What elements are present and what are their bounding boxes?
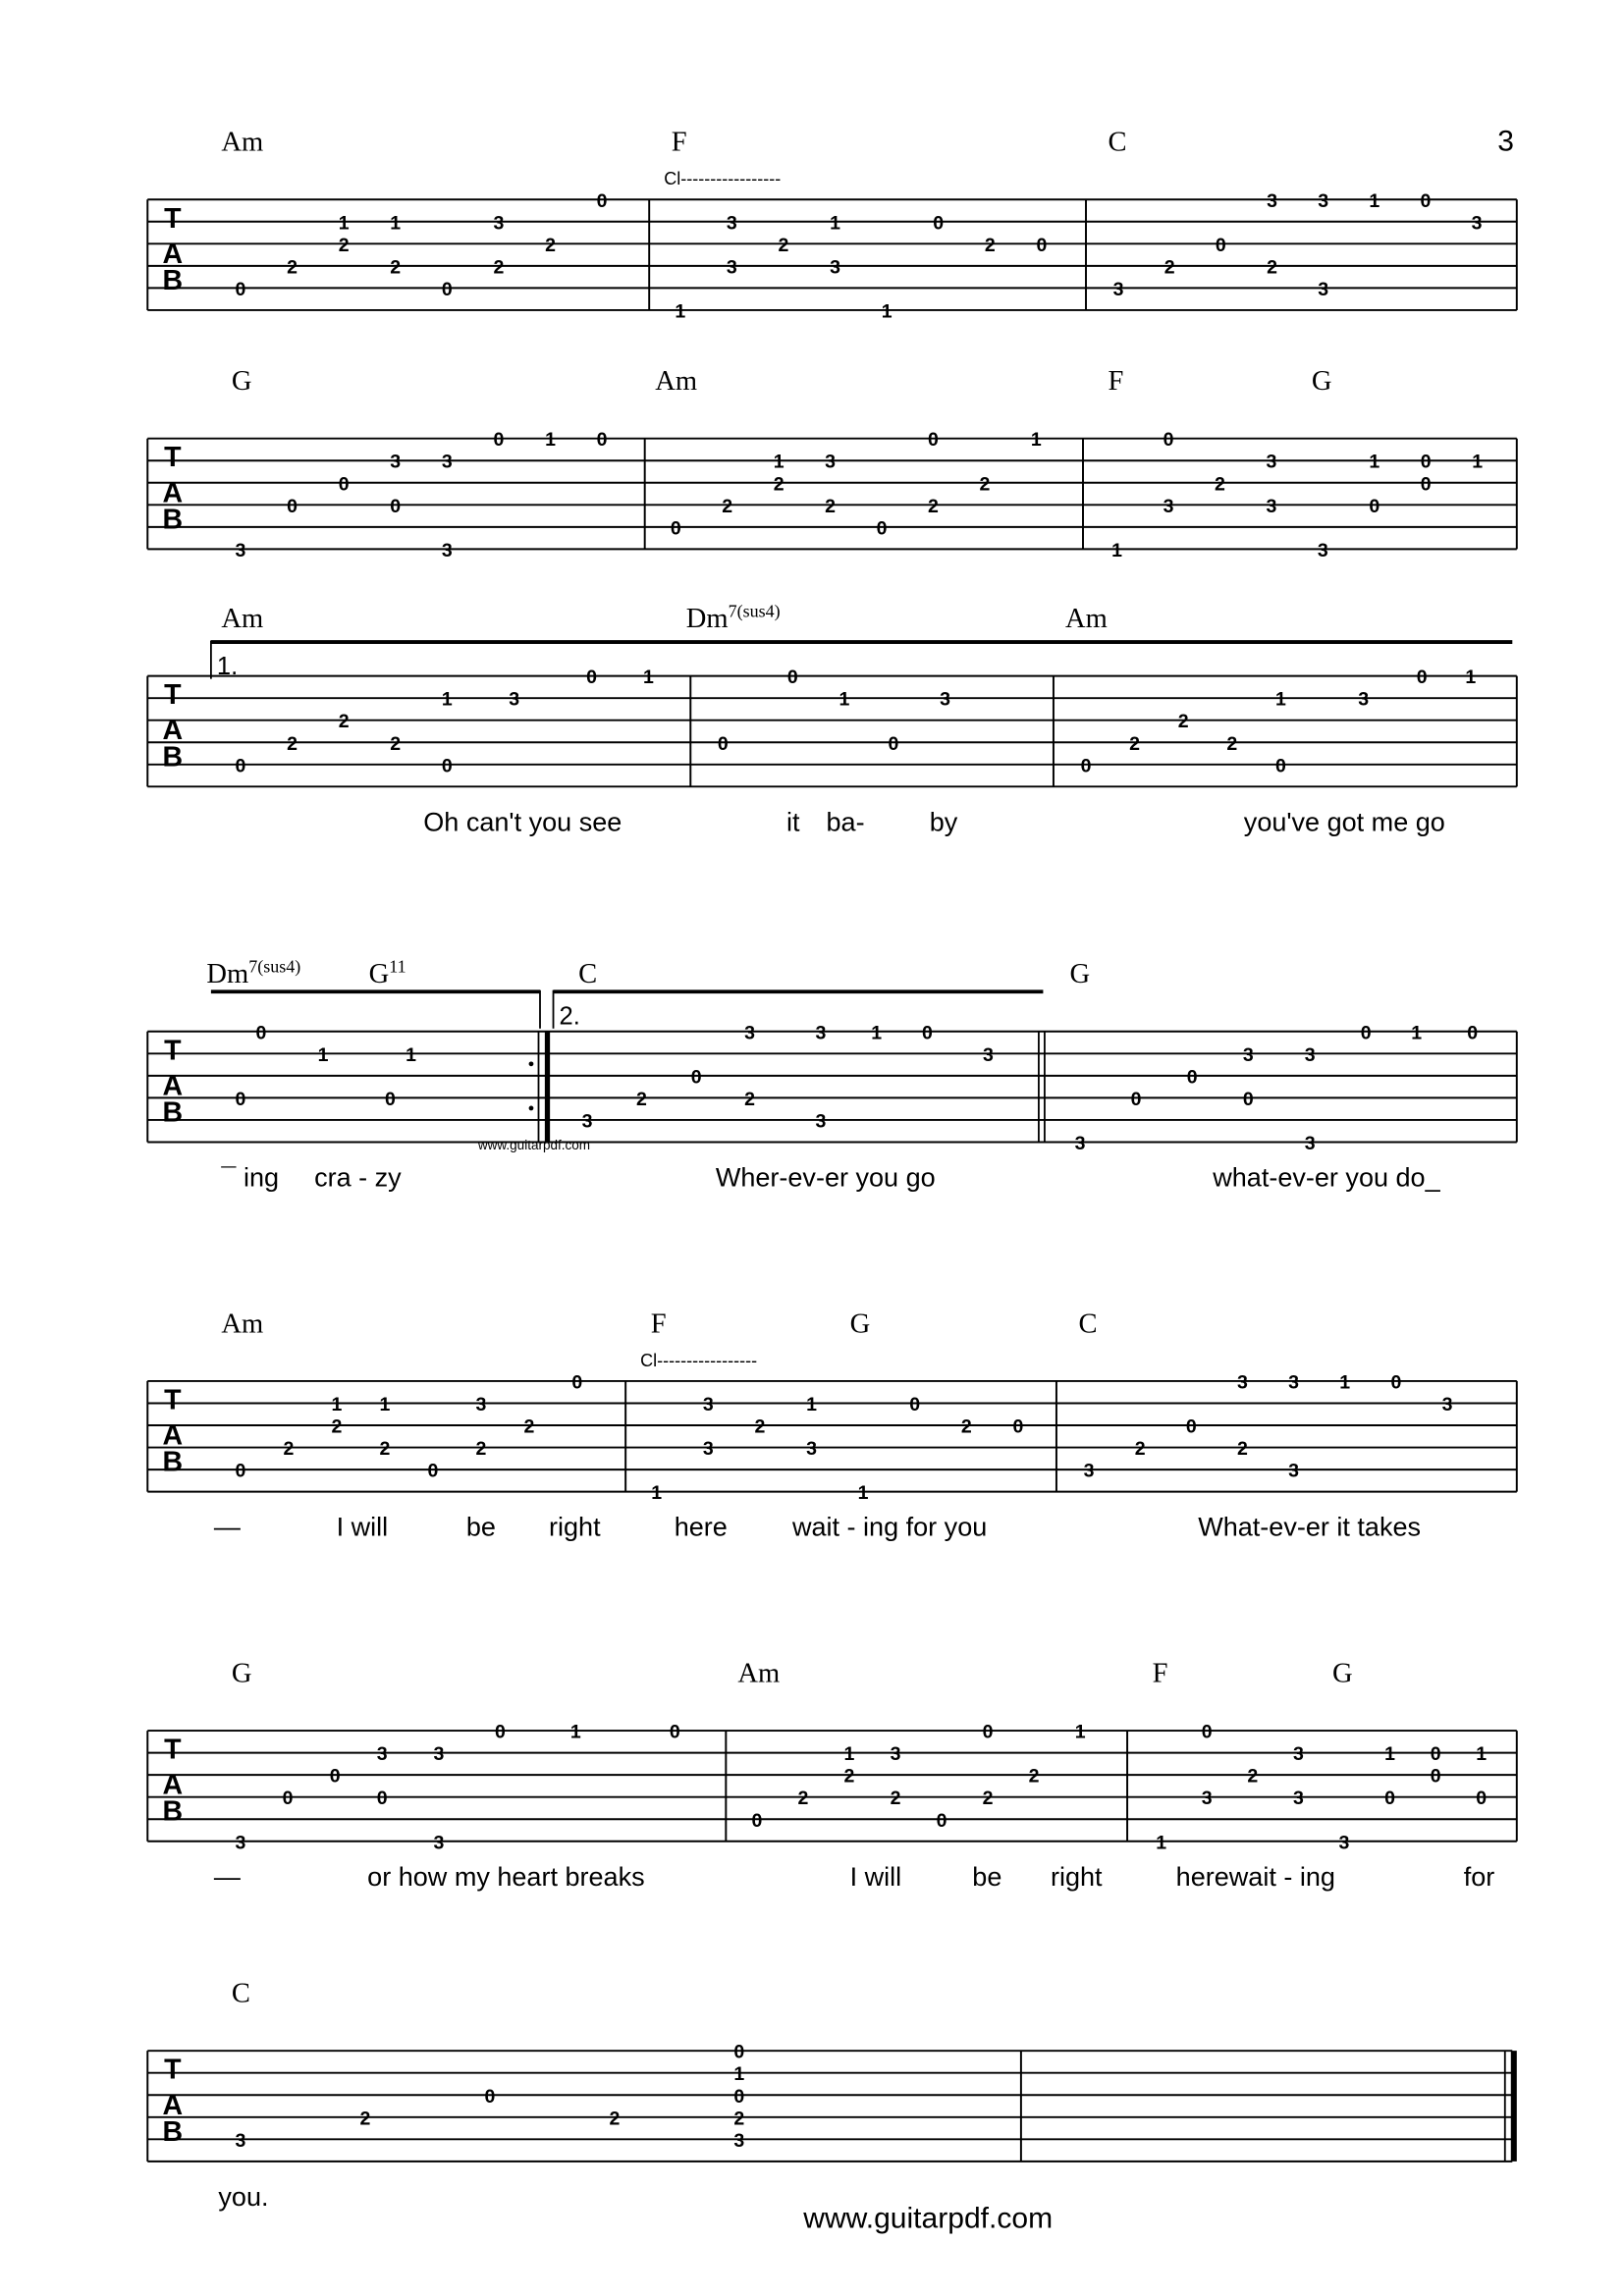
chord-name: G [231,1658,252,1689]
lyric-syllable: I will [849,1861,902,1892]
fret-number: 2 [390,732,402,755]
tab-clef-letter: A [162,1419,184,1452]
lyric-syllable: Oh can't you see [423,807,622,837]
fret-number: 1 [1030,429,1042,452]
chord-symbol [737,1658,780,1688]
fret-number: 3 [733,2129,745,2152]
fret-number: 1 [651,1482,663,1505]
lyric-syllable: — [213,1512,241,1542]
lyric-syllable: what-ev-er you do_ [1213,1162,1440,1193]
footer-url: www.guitarpdf.com [803,2202,1054,2235]
tab-clef-letter: A [162,477,184,509]
chord-symbol [1078,1308,1097,1339]
fret-number: 3 [441,539,453,561]
chord-symbol [1065,604,1108,634]
fret-number: 0 [255,1022,267,1044]
fret-number: 0 [287,495,298,517]
fret-number: 2 [1267,256,1277,279]
fret-number: 0 [493,429,505,452]
fret-number: 0 [670,517,681,540]
fret-number: 0 [441,278,453,300]
fret-number: 2 [890,1788,901,1810]
fret-number: 0 [441,755,453,777]
tab-clef-letter: B [162,504,184,536]
chord-symbol [578,959,597,989]
fret-number: 3 [1242,1043,1254,1066]
fret-number: 3 [376,1743,388,1766]
fret-number: 1 [569,1721,581,1743]
fret-number: 3 [1292,1743,1304,1766]
fret-number: 0 [235,278,246,300]
fret-number: 2 [722,495,733,517]
fret-number: 2 [984,234,996,256]
fret-number: 1 [1411,1022,1423,1044]
tab-system-2 [147,366,1517,561]
tab-clef-letter: A [162,238,184,270]
chord-name: Am [221,604,264,635]
fret-number: 3 [1201,1788,1213,1810]
fret-number: 0 [586,667,598,689]
barre-marking: Cl----------------- [640,1350,758,1370]
fret-number: 0 [717,732,729,755]
tab-clef-letter: T [164,1384,182,1416]
tab-clef-letter: T [164,442,182,474]
fret-number: 3 [1288,1460,1300,1482]
tab-systems [147,125,1517,2212]
lyric-syllable: wait - ing for you [791,1512,988,1542]
fret-number: 1 [390,212,402,235]
fret-number: 0 [909,1393,921,1415]
lyric-syllable: or how my heart breaks [367,1861,645,1892]
chord-name: G [231,366,252,398]
fret-number: 2 [545,234,556,256]
fret-number: 3 [1267,189,1277,212]
chord-symbol [369,957,406,990]
fret-number: 0 [1201,1721,1213,1743]
fret-number: 1 [1472,451,1484,473]
fret-number: 2 [359,2108,371,2130]
chord-name: G [1069,959,1091,990]
fret-number: 0 [1420,473,1432,496]
fret-number: 1 [1369,451,1380,473]
chord-name: G [368,959,390,990]
fret-number: 1 [1384,1743,1395,1766]
fret-number: 3 [475,1393,487,1415]
fret-number: 0 [596,429,608,452]
fret-number: 0 [982,1721,994,1743]
fret-number: 3 [1112,278,1124,300]
fret-number: 0 [1384,1788,1395,1810]
chord-name: Dm [685,604,729,635]
fret-number: 0 [1416,667,1428,689]
repeat-dot [529,1106,534,1111]
tab-clef-letter: B [162,741,184,774]
fret-number: 0 [888,732,899,755]
barre-marking: Cl----------------- [664,169,782,189]
chord-name: Am [221,127,264,158]
lyric-syllable: right [549,1512,601,1542]
lyric-syllable: — [213,1861,241,1892]
lyric-syllable: here [674,1512,728,1542]
fret-number: 2 [1247,1765,1259,1788]
fret-number: 0 [733,2041,745,2063]
fret-number: 3 [235,539,246,561]
chord-name: G [849,1308,871,1340]
fret-number: 0 [690,1066,702,1089]
fret-number: 0 [1430,1743,1441,1766]
fret-number: 2 [1177,711,1189,733]
chord-symbol [1069,959,1090,989]
chord-name: F [1108,366,1124,398]
fret-number: 0 [1360,1022,1372,1044]
fret-number: 2 [1028,1765,1040,1788]
fret-number: 0 [1420,189,1432,212]
fret-number: 3 [1266,451,1277,473]
lyric-syllable: I will [336,1512,389,1542]
fret-number: 3 [235,1832,246,1854]
fret-number: 0 [1476,1788,1488,1810]
tab-system-1 [147,125,1517,323]
fret-number: 2 [928,495,939,517]
fret-number: 3 [702,1393,714,1415]
fret-number: 2 [475,1438,487,1461]
fret-number: 1 [1074,1721,1086,1743]
fret-number: 3 [1074,1133,1086,1155]
fret-number: 3 [702,1438,714,1461]
fret-number: 2 [797,1788,809,1810]
fret-number: 2 [338,234,350,256]
fret-number: 3 [1441,1393,1453,1415]
fret-number: 1 [441,688,453,711]
fret-number: 1 [830,212,840,235]
fret-number: 0 [1185,1415,1197,1438]
fret-number: 2 [609,2108,621,2130]
fret-number: 3 [390,451,402,473]
fret-number: 0 [1390,1371,1402,1394]
tab-clef-letter: A [162,1070,184,1102]
fret-number: 0 [751,1809,763,1832]
fret-number: 3 [1317,539,1328,561]
fret-number: 3 [1471,212,1483,235]
fret-number: 0 [1242,1088,1254,1110]
fret-number: 1 [857,1482,869,1505]
tab-system-6 [147,1658,1517,1891]
tab-clef-letter: B [162,1096,184,1129]
fret-number: 3 [1304,1043,1316,1066]
fret-number: 3 [1318,189,1329,212]
chord-name: C [578,959,598,990]
fret-number: 0 [1163,429,1174,452]
chord-name: Am [655,366,698,398]
tab-clef-letter: T [164,1035,182,1067]
fret-number: 0 [1274,755,1286,777]
lyric-syllable: ba- [826,807,865,837]
fret-number: 2 [982,1788,994,1810]
fret-number: 3 [726,212,737,235]
fret-number: 0 [933,212,945,235]
lyric-syllable: Wher-ev-er you go [715,1162,936,1193]
fret-number: 0 [1467,1022,1479,1044]
lyric-syllable: What-ev-er it takes [1198,1512,1422,1542]
fret-number: 3 [1163,495,1174,517]
fret-number: 0 [329,1765,341,1788]
chord-symbol [672,128,687,158]
fret-number: 2 [744,1088,755,1110]
chord-name: G [1331,1658,1353,1689]
lyric-syllable: be [465,1512,496,1542]
lyric-syllable: ¯ [221,1162,237,1193]
fret-number: 1 [1465,667,1477,689]
chord-symbol [1109,366,1124,397]
fret-number: 1 [773,451,784,473]
tab-system-5 [147,1308,1517,1541]
fret-number: 3 [1292,1788,1304,1810]
fret-number: 0 [427,1460,439,1482]
watermark: www.guitarpdf.com [477,1138,591,1153]
fret-number: 0 [1130,1088,1142,1110]
fret-number: 3 [1338,1832,1350,1854]
chord-name: F [671,127,687,158]
tab-clef-letter: B [162,1446,184,1478]
lyric-syllable: right [1050,1861,1103,1892]
fret-number: 1 [1476,1743,1488,1766]
fret-number: 2 [754,1415,766,1438]
fret-number: 0 [1012,1415,1024,1438]
fret-number: 1 [379,1393,391,1415]
lyric-syllable: by [929,807,958,837]
chord-name: Am [1064,604,1108,635]
chord-symbol [1153,1658,1168,1688]
fret-number: 3 [1237,1371,1248,1394]
fret-number: 0 [1369,495,1380,517]
fret-number: 0 [1420,451,1432,473]
fret-number: 0 [786,667,798,689]
fret-number: 0 [928,429,939,452]
fret-number: 0 [876,517,888,540]
fret-number: 0 [376,1788,388,1810]
fret-number: 2 [979,473,991,496]
fret-number: 2 [1215,473,1225,496]
lyric-syllable: ing [243,1162,280,1193]
fret-number: 2 [1134,1438,1146,1461]
tab-clef-letter: T [164,1734,182,1766]
fret-number: 3 [433,1743,445,1766]
tab-system-4 [147,957,1517,1193]
fret-number: 3 [1318,278,1329,300]
fret-number: 3 [509,688,520,711]
fret-number: 0 [390,495,402,517]
volta-label: 2. [559,1002,580,1031]
fret-number: 3 [433,1832,445,1854]
tab-clef-letter: A [162,1769,184,1801]
fret-number: 3 [983,1043,994,1066]
fret-number: 1 [1111,539,1122,561]
tab-system-7 [147,1979,1514,2212]
lyric-syllable: cra - zy [314,1162,402,1193]
tab-clef-letter: B [162,2115,184,2148]
fret-number: 1 [331,1393,343,1415]
fret-number: 1 [839,688,850,711]
fret-number: 1 [871,1022,883,1044]
fret-number: 2 [379,1438,391,1461]
fret-number: 0 [1430,1765,1441,1788]
fret-number: 2 [523,1415,535,1438]
fret-number: 0 [235,755,246,777]
fret-number: 2 [331,1415,343,1438]
chord-symbol [1312,366,1332,397]
fret-number: 0 [494,1721,506,1743]
fret-number: 2 [733,2108,745,2130]
fret-number: 0 [733,2085,745,2108]
tab-clef-letter: B [162,264,184,296]
fret-number: 0 [338,473,350,496]
fret-number: 1 [545,429,556,452]
lyric-syllable: you. [218,2181,269,2212]
fret-number: 0 [1215,234,1226,256]
fret-number: 0 [669,1721,680,1743]
fret-number: 1 [1339,1371,1351,1394]
tab-clef-letter: A [162,2089,184,2121]
fret-number: 2 [287,256,298,279]
lyric-syllable: for [1463,1861,1495,1892]
chord-symbol [206,957,300,990]
repeat-dot [529,1061,534,1066]
chord-symbol [651,1308,667,1339]
chord-name: C [1078,1308,1098,1340]
fret-number: 3 [744,1022,755,1044]
tab-clef-letter: A [162,715,184,747]
chord-extension: 7(sus4) [248,956,301,977]
fret-number: 1 [881,300,893,323]
fret-number: 2 [825,495,837,517]
tab-clef-letter: T [164,679,182,712]
fret-number: 3 [830,256,840,279]
fret-number: 1 [406,1043,416,1066]
fret-number: 3 [441,451,453,473]
chord-name: G [1311,366,1332,398]
chord-name: F [1152,1658,1168,1689]
tab-system-3 [147,602,1517,837]
fret-number: 2 [773,473,784,496]
fret-number: 1 [338,212,350,235]
fret-number: 2 [1163,256,1175,279]
fret-number: 2 [1226,732,1238,755]
fret-number: 0 [484,2085,496,2108]
fret-number: 1 [733,2063,745,2086]
fret-number: 3 [1288,1371,1300,1394]
fret-number: 2 [493,256,505,279]
fret-number: 1 [1156,1832,1167,1854]
chord-symbol [850,1308,871,1339]
fret-number: 2 [1129,732,1141,755]
tab-clef-letter: T [164,202,182,235]
fret-number: 0 [1080,755,1092,777]
fret-number: 3 [890,1743,901,1766]
fret-number: 3 [581,1110,593,1133]
fret-number: 0 [936,1809,947,1832]
fret-number: 0 [235,1088,246,1110]
fret-number: 1 [806,1393,817,1415]
chord-extension: 11 [389,956,406,977]
lyric-syllable: you've got me go [1243,807,1445,837]
fret-number: 0 [385,1088,396,1110]
fret-number: 2 [960,1415,972,1438]
fret-number: 3 [1358,688,1370,711]
fret-number: 0 [571,1371,583,1394]
fret-number: 2 [1237,1438,1248,1461]
chord-symbol [232,1658,252,1688]
fret-number: 0 [235,1460,246,1482]
fret-number: 1 [843,1743,855,1766]
fret-number: 2 [778,234,789,256]
fret-number: 3 [1083,1460,1095,1482]
chord-name: F [650,1308,667,1340]
fret-number: 3 [940,688,950,711]
chord-symbol [655,366,697,397]
fret-number: 3 [825,451,837,473]
chord-name: Am [221,1308,264,1340]
fret-number: 3 [493,212,505,235]
fret-number: 2 [287,732,298,755]
fret-number: 3 [1304,1133,1316,1155]
fret-number: 1 [675,300,686,323]
lyric-syllable: wait - ing [1228,1861,1335,1892]
fret-number: 2 [843,1765,855,1788]
page-number: 3 [1497,125,1514,158]
chord-symbol [1332,1658,1353,1688]
lyric-syllable: be [972,1861,1002,1892]
lyric-syllable: here [1175,1861,1229,1892]
fret-number: 1 [1369,189,1380,212]
fret-number: 1 [643,667,654,689]
chord-extension: 7(sus4) [728,601,781,621]
fret-number: 0 [1186,1066,1198,1089]
lyric-syllable: it [785,807,800,837]
fret-number: 2 [635,1088,647,1110]
chord-name: Am [737,1658,781,1689]
chord-symbol [232,1979,250,2009]
fret-number: 0 [596,189,608,212]
fret-number: 2 [283,1438,295,1461]
tab-clef-letter: B [162,1795,184,1828]
chord-name: Dm [206,959,249,990]
fret-number: 3 [235,2129,246,2152]
fret-number: 3 [815,1110,827,1133]
fret-number: 3 [806,1438,817,1461]
fret-number: 1 [1274,688,1286,711]
chord-name: C [231,1978,250,2009]
fret-number: 1 [317,1043,329,1066]
volta-label: 1. [216,653,239,681]
chord-name: C [1108,127,1127,158]
chord-symbol [686,602,781,635]
fret-number: 3 [726,256,737,279]
fret-number: 0 [1036,234,1048,256]
fret-number: 2 [390,256,402,279]
fret-number: 0 [282,1788,294,1810]
fret-number: 0 [922,1022,933,1044]
chord-symbol [232,366,252,397]
fret-number: 3 [1266,495,1277,517]
tab-clef-letter: T [164,2054,182,2086]
fret-number: 2 [338,711,350,733]
chord-symbol [221,1308,263,1339]
chord-symbol [221,604,263,634]
chord-symbol [221,128,263,158]
chord-symbol [1109,128,1127,158]
fret-number: 3 [815,1022,827,1044]
